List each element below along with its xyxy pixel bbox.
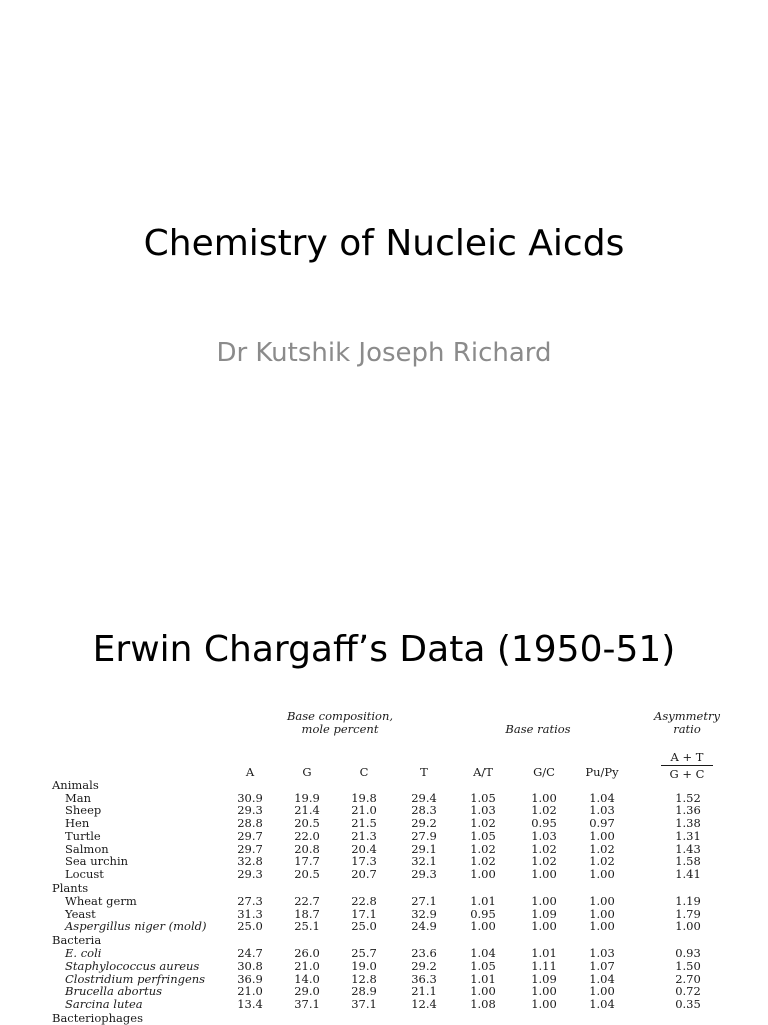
table-cell: 21.1 [411,984,437,999]
header-base-composition-line1: Base composition, [286,709,394,723]
group-heading: Plants [52,881,89,896]
group-heading: Animals [52,778,99,792]
table-cell: 20.5 [294,866,320,881]
table-cell: 21.3 [351,828,377,843]
table-cell: 18.7 [294,906,320,921]
table-cell: 1.50 [675,958,701,973]
table-cell: 1.00 [531,984,557,999]
table-cell: 26.0 [294,946,320,961]
table-cell: 1.01 [470,893,496,908]
table-cell: 29.0 [294,984,320,999]
table-cell: 22.8 [351,893,377,908]
organism-name: Sarcina lutea [65,996,143,1011]
table-cell: 29.2 [411,816,437,831]
table-cell: 1.01 [470,971,496,986]
organism-name: Hen [65,816,90,831]
organism-name: Turtle [65,828,101,843]
table-cell: 28.3 [411,803,437,818]
table-cell: 20.5 [294,816,320,831]
table-cell: 1.41 [675,866,701,881]
table-cell: 1.02 [470,854,496,869]
table-cell: 22.0 [294,828,320,843]
table-cell: 19.9 [294,790,320,805]
table-cell: 29.3 [237,803,263,818]
organism-name: Sheep [65,803,102,818]
table-cell: 0.95 [470,906,496,921]
table-cell: 0.72 [675,984,701,999]
header-base-ratios: Base ratios [505,722,571,736]
table-cell: 29.4 [411,790,437,805]
organism-name: E. coli [65,946,102,961]
table-cell: 17.7 [294,854,320,869]
asymmetry-fraction [657,750,717,781]
fraction-denominator: G + C [669,767,705,781]
table-cell: 1.02 [470,841,496,856]
table-cell: 1.11 [531,958,557,973]
table-cell: 36.9 [237,971,263,986]
table-cell: 30.9 [237,790,263,805]
table-cell: 13.4 [237,996,263,1011]
group-heading: Bacteriophages [52,1011,143,1025]
table-cell: 21.0 [237,984,263,999]
table-cell: 1.03 [470,803,496,818]
table-cell: 24.9 [411,919,437,934]
table-cell: 1.03 [589,946,615,961]
header-asymmetry-line2: ratio [673,722,701,736]
table-cell: 17.3 [351,854,377,869]
table-cell: 1.07 [589,958,615,973]
table-cell: 29.3 [237,866,263,881]
table-cell: 32.8 [237,854,263,869]
table-cell: 1.36 [675,803,701,818]
chargaff-data-slide [0,576,768,1024]
table-cell: 21.0 [351,803,377,818]
column-header: A [245,765,255,779]
table-cell: 29.2 [411,958,437,973]
table-cell: 25.0 [351,919,377,934]
header-base-composition-line2: mole percent [301,722,379,736]
table-cell: 17.1 [351,906,377,921]
table-cell: 1.00 [589,828,615,843]
organism-name: Sea urchin [65,854,129,869]
table-cell: 0.95 [531,816,557,831]
table-cell: 1.02 [531,841,557,856]
table-cell: 14.0 [294,971,320,986]
table-cell: 28.9 [351,984,377,999]
table-cell: 22.7 [294,893,320,908]
organism-name: Salmon [65,841,109,856]
organism-name: Staphylococcus aureus [65,958,200,973]
table-cell: 1.09 [531,906,557,921]
table-cell: 1.02 [589,854,615,869]
table-cell: 1.00 [470,984,496,999]
table-cell: 0.93 [675,946,701,961]
table-cell: 1.04 [470,946,496,961]
table-cell: 1.02 [531,854,557,869]
table-cell: 1.00 [675,919,701,934]
table-cell: 19.0 [351,958,377,973]
table-cell: 1.00 [589,866,615,881]
column-header: A/T [473,765,493,779]
table-cell: 1.00 [531,866,557,881]
organism-name: Brucella abortus [65,984,163,999]
table-cell: 19.8 [351,790,377,805]
table-cell: 1.38 [675,816,701,831]
table-cell: 37.1 [351,996,377,1011]
table-cell: 1.04 [589,996,615,1011]
column-header: Pu/Py [585,765,619,779]
table-cell: 21.4 [294,803,320,818]
table-cell: 12.4 [411,996,437,1011]
table-cell: 31.3 [237,906,263,921]
table-cell: 29.7 [237,841,263,856]
table-cell: 1.00 [589,893,615,908]
header-asymmetry-line1: Asymmetry [654,709,720,723]
table-cell: 1.31 [675,828,701,843]
table-cell: 27.9 [411,828,437,843]
table-cell: 27.3 [237,893,263,908]
table-cell: 37.1 [294,996,320,1011]
column-header: T [420,765,428,779]
table-cell: 1.02 [531,803,557,818]
table-cell: 29.3 [411,866,437,881]
table-cell: 1.03 [589,803,615,818]
table-cell: 1.05 [470,828,496,843]
table-cell: 1.02 [470,816,496,831]
table-cell: 29.1 [411,841,437,856]
fraction-numerator: A + T [670,750,704,764]
table-cell: 21.0 [294,958,320,973]
table-cell: 24.7 [237,946,263,961]
slide-subtitle: Dr Kutshik Joseph Richard [216,338,552,368]
table-cell: 1.00 [589,984,615,999]
organism-name: Wheat germ [65,893,137,908]
table-cell: 1.52 [675,790,701,805]
column-header: G [302,765,312,779]
table-cell: 1.00 [589,906,615,921]
table-cell: 36.3 [411,971,437,986]
table-cell: 0.97 [589,816,615,831]
table-cell: 1.00 [470,866,496,881]
table-cell: 12.8 [351,971,377,986]
organism-name: Locust [65,866,104,881]
table-cell: 25.1 [294,919,320,934]
table-cell: 1.04 [589,971,615,986]
table-cell: 30.8 [237,958,263,973]
table-cell: 1.00 [531,893,557,908]
table-cell: 32.9 [411,906,437,921]
table-cell: 1.05 [470,790,496,805]
slide-title: Erwin Chargaff’s Data (1950-51) [92,629,676,670]
table-cell: 32.1 [411,854,437,869]
table-cell: 1.00 [589,919,615,934]
table-cell: 1.00 [470,919,496,934]
table-cell: 20.4 [351,841,377,856]
table-cell: 29.7 [237,828,263,843]
table-cell: 1.00 [531,919,557,934]
table-cell: 28.8 [237,816,263,831]
table-cell: 20.8 [294,841,320,856]
column-header: G/C [533,765,555,779]
table-cell: 1.01 [531,946,557,961]
table-cell: 1.02 [589,841,615,856]
table-cell: 1.00 [531,790,557,805]
table-cell: 1.09 [531,971,557,986]
group-heading: Bacteria [52,933,102,948]
table-cell: 1.05 [470,958,496,973]
slide-title: Chemistry of Nucleic Aicds [143,223,625,264]
table-cell: 1.00 [531,996,557,1011]
table-cell: 25.7 [351,946,377,961]
organism-name: Clostridium perfringens [65,971,206,986]
table-cell: 20.7 [351,866,377,881]
table-cell: 1.19 [675,893,701,908]
organism-name: Man [65,790,92,805]
table-cell: 1.43 [675,841,701,856]
table-cell: 1.04 [589,790,615,805]
table-cell: 27.1 [411,893,437,908]
organism-name: Aspergillus niger (mold) [65,919,207,934]
table-cell: 23.6 [411,946,437,961]
table-cell: 1.03 [531,828,557,843]
table-cell: 2.70 [675,971,701,986]
table-cell: 25.0 [237,919,263,934]
column-header: C [359,765,369,779]
table-cell: 1.58 [675,854,701,869]
chargaff-table-image [48,706,736,1024]
table-cell: 1.79 [675,906,701,921]
organism-name: Yeast [65,906,96,921]
table-cell: 0.35 [675,996,701,1011]
table-cell: 21.5 [351,816,377,831]
fraction-bar [661,765,713,766]
table-cell: 1.08 [470,996,496,1011]
